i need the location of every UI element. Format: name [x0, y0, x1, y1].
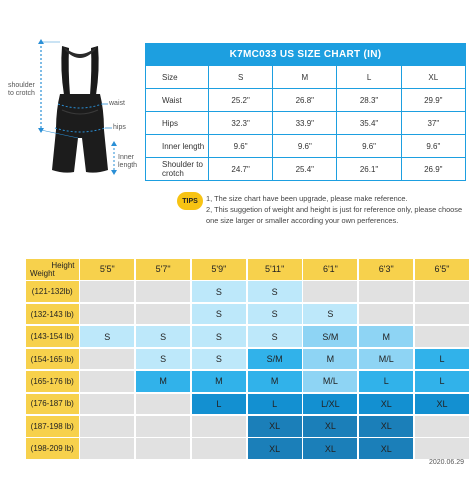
size-recommendation-cell — [136, 304, 190, 325]
shoulder-to-crotch-label: shoulder to crotch — [8, 82, 35, 97]
weight-row-label: (121-132lb) — [26, 281, 79, 302]
size-value: 26.9" — [401, 158, 465, 181]
size-recommendation-cell: S — [248, 281, 302, 302]
size-recommendation-cell: S — [192, 281, 246, 302]
size-recommendation-cell: M/L — [303, 371, 357, 392]
size-recommendation-cell: S/M — [303, 326, 357, 347]
weight-axis-label: Weight — [30, 268, 55, 278]
size-recommendation-cell: L — [359, 371, 413, 392]
size-value: 26.8" — [273, 89, 337, 112]
size-recommendation-cell: S — [192, 349, 246, 370]
size-recommendation-cell: M — [192, 371, 246, 392]
size-header-cell: M — [273, 66, 337, 89]
weight-row-label: (143-154 lb) — [26, 326, 79, 347]
inner-length-label: Inner length — [118, 154, 138, 169]
size-recommendation-cell: L — [415, 349, 469, 370]
size-value: 26.1" — [337, 158, 401, 181]
size-value: 24.7" — [209, 158, 273, 181]
height-header: 6'5" — [415, 259, 469, 280]
size-value: 25.2" — [209, 89, 273, 112]
size-value: 37" — [401, 112, 465, 135]
size-recommendation-cell: S — [136, 326, 190, 347]
size-recommendation-cell: XL — [359, 438, 413, 459]
size-header-cell: Size — [146, 66, 209, 89]
grid-corner — [26, 259, 79, 280]
tips-text — [206, 193, 471, 226]
size-recommendation-cell: XL — [415, 394, 469, 415]
size-recommendation-cell: XL — [248, 438, 302, 459]
weight-row-label: (187-198 lb) — [26, 416, 79, 437]
size-recommendation-cell: S — [192, 304, 246, 325]
size-recommendation-cell: XL — [359, 416, 413, 437]
size-header-cell: XL — [401, 66, 465, 89]
size-chart-header-row — [146, 66, 466, 89]
height-weight-grid — [26, 259, 469, 459]
size-value: 28.3" — [337, 89, 401, 112]
row-label: Inner length — [146, 135, 209, 158]
size-value: 9.6" — [273, 135, 337, 158]
size-recommendation-cell: S — [303, 304, 357, 325]
weight-row-label: (165-176 lb) — [26, 371, 79, 392]
size-recommendation-cell — [80, 394, 134, 415]
size-recommendation-cell: XL — [248, 416, 302, 437]
size-recommendation-cell: L/XL — [303, 394, 357, 415]
row-label: Shoulder to crotch — [146, 158, 209, 181]
size-recommendation-cell: M/L — [359, 349, 413, 370]
chart-date: 2020.06.29 — [428, 459, 464, 466]
tip-line: 2, This suggetion of weight and height is just for reference only, please choose one size larger or smaller according your own perferences. — [206, 205, 463, 225]
height-header: 5'9" — [192, 259, 246, 280]
size-recommendation-cell — [415, 281, 469, 302]
size-recommendation-cell — [80, 438, 134, 459]
size-recommendation-cell: S — [192, 326, 246, 347]
size-recommendation-cell — [415, 438, 469, 459]
size-recommendation-cell — [80, 371, 134, 392]
size-recommendation-cell: M — [359, 326, 413, 347]
waist-label: waist — [109, 100, 125, 107]
size-recommendation-cell — [359, 304, 413, 325]
size-recommendation-cell — [359, 281, 413, 302]
size-recommendation-cell — [80, 416, 134, 437]
size-recommendation-cell — [415, 304, 469, 325]
size-recommendation-cell: XL — [303, 416, 357, 437]
size-recommendation-cell: S — [248, 326, 302, 347]
size-value: 9.6" — [209, 135, 273, 158]
row-label: Waist — [146, 89, 209, 112]
size-chart-title: K7MC033 US SIZE CHART (IN) — [146, 44, 466, 66]
tip-line: 1, The size chart have been upgrade, please make reference. — [206, 194, 408, 203]
size-recommendation-cell: XL — [359, 394, 413, 415]
size-recommendation-cell: XL — [303, 438, 357, 459]
height-header: 5'7" — [136, 259, 190, 280]
size-chart-row — [146, 135, 466, 158]
size-recommendation-cell: M — [136, 371, 190, 392]
size-recommendation-cell: L — [248, 394, 302, 415]
hips-label: hips — [113, 124, 126, 131]
size-recommendation-cell — [136, 416, 190, 437]
size-recommendation-cell: M — [248, 371, 302, 392]
size-recommendation-cell — [415, 416, 469, 437]
size-value: 25.4" — [273, 158, 337, 181]
size-recommendation-cell — [303, 281, 357, 302]
size-recommendation-cell — [136, 281, 190, 302]
height-axis-label: Height — [51, 261, 75, 270]
size-recommendation-cell: S/M — [248, 349, 302, 370]
size-recommendation-cell: M — [303, 349, 357, 370]
size-recommendation-cell: S — [80, 326, 134, 347]
weight-row-label: (154-165 lb) — [26, 349, 79, 370]
size-value: 33.9" — [273, 112, 337, 135]
size-value: 29.9" — [401, 89, 465, 112]
size-recommendation-cell — [80, 281, 134, 302]
size-value: 9.6" — [337, 135, 401, 158]
height-header: 6'3" — [359, 259, 413, 280]
size-recommendation-cell — [136, 438, 190, 459]
size-value: 9.6" — [401, 135, 465, 158]
weight-row-label: (132-143 lb) — [26, 304, 79, 325]
size-chart-table — [145, 43, 466, 181]
size-recommendation-cell — [192, 438, 246, 459]
size-recommendation-cell — [80, 304, 134, 325]
height-header: 6'1" — [303, 259, 357, 280]
weight-row-label: (176-187 lb) — [26, 394, 79, 415]
size-recommendation-cell — [415, 326, 469, 347]
size-value: 32.3" — [209, 112, 273, 135]
size-recommendation-cell: S — [136, 349, 190, 370]
size-recommendation-cell — [80, 349, 134, 370]
size-recommendation-cell: L — [192, 394, 246, 415]
height-header: 5'11" — [248, 259, 302, 280]
weight-row-label: (198-209 lb) — [26, 438, 79, 459]
height-header: 5'5" — [80, 259, 134, 280]
size-recommendation-cell — [192, 416, 246, 437]
size-chart-row — [146, 89, 466, 112]
size-header-cell: L — [337, 66, 401, 89]
tips-badge: TIPS — [177, 192, 203, 210]
size-recommendation-cell: S — [248, 304, 302, 325]
size-recommendation-cell — [136, 394, 190, 415]
size-chart-row — [146, 158, 466, 181]
size-recommendation-cell: L — [415, 371, 469, 392]
row-label: Hips — [146, 112, 209, 135]
size-header-cell: S — [209, 66, 273, 89]
size-value: 35.4" — [337, 112, 401, 135]
size-chart-row — [146, 112, 466, 135]
